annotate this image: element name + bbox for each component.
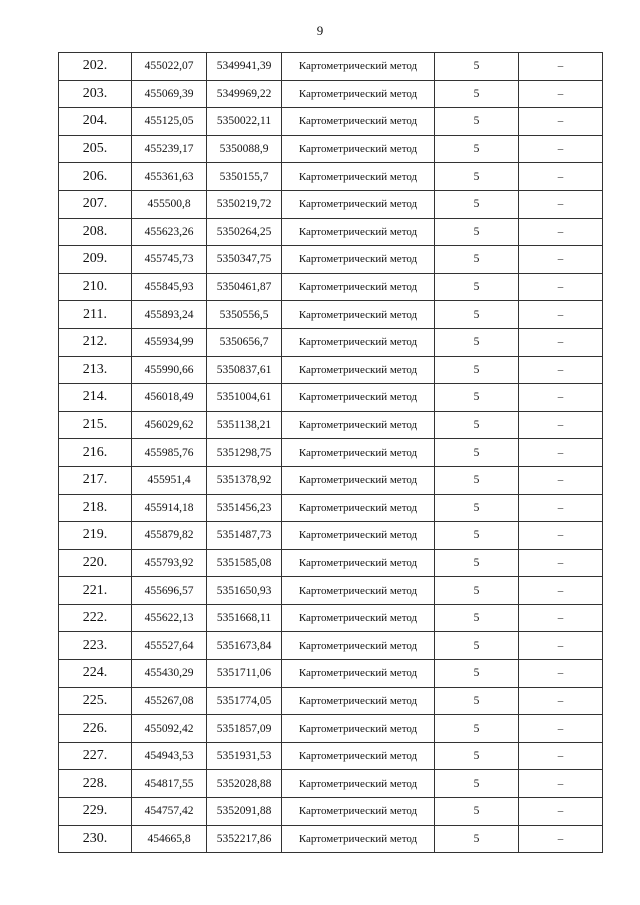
- method-cell: Картометрический метод: [282, 53, 435, 81]
- accuracy-cell: 5: [435, 135, 519, 163]
- method-cell: Картометрический метод: [282, 218, 435, 246]
- method-cell: Картометрический метод: [282, 439, 435, 467]
- table-row: [59, 825, 603, 853]
- x-coordinate-cell: 455745,73: [132, 246, 207, 274]
- method-cell: Картометрический метод: [282, 825, 435, 853]
- table-row: [59, 108, 603, 136]
- y-coordinate-cell: 5350837,61: [207, 356, 282, 384]
- point-number-cell: 226.: [59, 715, 132, 743]
- y-coordinate-cell: 5352028,88: [207, 770, 282, 798]
- y-coordinate-cell: 5350155,7: [207, 163, 282, 191]
- y-coordinate-cell: 5350219,72: [207, 190, 282, 218]
- x-coordinate-cell: 455696,57: [132, 577, 207, 605]
- accuracy-cell: 5: [435, 53, 519, 81]
- x-coordinate-cell: 455623,26: [132, 218, 207, 246]
- table-row: [59, 494, 603, 522]
- table-row: [59, 439, 603, 467]
- point-number-cell: 225.: [59, 687, 132, 715]
- y-coordinate-cell: 5351650,93: [207, 577, 282, 605]
- method-cell: Картометрический метод: [282, 549, 435, 577]
- accuracy-cell: 5: [435, 328, 519, 356]
- note-cell: –: [519, 770, 603, 798]
- y-coordinate-cell: 5350088,9: [207, 135, 282, 163]
- note-cell: –: [519, 687, 603, 715]
- coordinates-table: [58, 52, 603, 853]
- table-row: [59, 80, 603, 108]
- point-number-cell: 203.: [59, 80, 132, 108]
- note-cell: –: [519, 163, 603, 191]
- point-number-cell: 207.: [59, 190, 132, 218]
- note-cell: –: [519, 522, 603, 550]
- y-coordinate-cell: 5351857,09: [207, 715, 282, 743]
- note-cell: –: [519, 439, 603, 467]
- point-number-cell: 222.: [59, 604, 132, 632]
- x-coordinate-cell: 456018,49: [132, 384, 207, 412]
- point-number-cell: 217.: [59, 466, 132, 494]
- y-coordinate-cell: 5351004,61: [207, 384, 282, 412]
- point-number-cell: 212.: [59, 328, 132, 356]
- x-coordinate-cell: 455914,18: [132, 494, 207, 522]
- table-row: [59, 301, 603, 329]
- point-number-cell: 205.: [59, 135, 132, 163]
- accuracy-cell: 5: [435, 770, 519, 798]
- accuracy-cell: 5: [435, 522, 519, 550]
- note-cell: –: [519, 218, 603, 246]
- point-number-cell: 215.: [59, 411, 132, 439]
- x-coordinate-cell: 455092,42: [132, 715, 207, 743]
- accuracy-cell: 5: [435, 742, 519, 770]
- table-row: [59, 328, 603, 356]
- y-coordinate-cell: 5350656,7: [207, 328, 282, 356]
- table-row: [59, 53, 603, 81]
- note-cell: –: [519, 328, 603, 356]
- y-coordinate-cell: 5351711,06: [207, 660, 282, 688]
- point-number-cell: 211.: [59, 301, 132, 329]
- x-coordinate-cell: 455125,05: [132, 108, 207, 136]
- method-cell: Картометрический метод: [282, 632, 435, 660]
- note-cell: –: [519, 135, 603, 163]
- method-cell: Картометрический метод: [282, 356, 435, 384]
- note-cell: –: [519, 466, 603, 494]
- method-cell: Картометрический метод: [282, 273, 435, 301]
- point-number-cell: 209.: [59, 246, 132, 274]
- accuracy-cell: 5: [435, 190, 519, 218]
- y-coordinate-cell: 5351378,92: [207, 466, 282, 494]
- note-cell: –: [519, 660, 603, 688]
- y-coordinate-cell: 5351138,21: [207, 411, 282, 439]
- x-coordinate-cell: 455430,29: [132, 660, 207, 688]
- table-row: [59, 660, 603, 688]
- accuracy-cell: 5: [435, 108, 519, 136]
- accuracy-cell: 5: [435, 356, 519, 384]
- accuracy-cell: 5: [435, 632, 519, 660]
- method-cell: Картометрический метод: [282, 80, 435, 108]
- point-number-cell: 227.: [59, 742, 132, 770]
- method-cell: Картометрический метод: [282, 742, 435, 770]
- page-number: 9: [316, 23, 324, 38]
- table-row: [59, 411, 603, 439]
- x-coordinate-cell: 455845,93: [132, 273, 207, 301]
- accuracy-cell: 5: [435, 301, 519, 329]
- y-coordinate-cell: 5350264,25: [207, 218, 282, 246]
- table-row: [59, 549, 603, 577]
- x-coordinate-cell: 454817,55: [132, 770, 207, 798]
- accuracy-cell: 5: [435, 687, 519, 715]
- y-coordinate-cell: 5351585,08: [207, 549, 282, 577]
- point-number-cell: 210.: [59, 273, 132, 301]
- x-coordinate-cell: 455500,8: [132, 190, 207, 218]
- accuracy-cell: 5: [435, 577, 519, 605]
- x-coordinate-cell: 455069,39: [132, 80, 207, 108]
- method-cell: Картометрический метод: [282, 384, 435, 412]
- note-cell: –: [519, 715, 603, 743]
- table-row: [59, 384, 603, 412]
- table-row: [59, 604, 603, 632]
- note-cell: –: [519, 384, 603, 412]
- table-row: [59, 163, 603, 191]
- accuracy-cell: 5: [435, 798, 519, 826]
- accuracy-cell: 5: [435, 163, 519, 191]
- method-cell: Картометрический метод: [282, 798, 435, 826]
- accuracy-cell: 5: [435, 246, 519, 274]
- y-coordinate-cell: 5351668,11: [207, 604, 282, 632]
- point-number-cell: 223.: [59, 632, 132, 660]
- x-coordinate-cell: 454757,42: [132, 798, 207, 826]
- note-cell: –: [519, 80, 603, 108]
- x-coordinate-cell: 454943,53: [132, 742, 207, 770]
- x-coordinate-cell: 455793,92: [132, 549, 207, 577]
- table-row: [59, 273, 603, 301]
- accuracy-cell: 5: [435, 384, 519, 412]
- note-cell: –: [519, 246, 603, 274]
- method-cell: Картометрический метод: [282, 494, 435, 522]
- x-coordinate-cell: 455951,4: [132, 466, 207, 494]
- y-coordinate-cell: 5351487,73: [207, 522, 282, 550]
- method-cell: Картометрический метод: [282, 770, 435, 798]
- x-coordinate-cell: 456029,62: [132, 411, 207, 439]
- point-number-cell: 229.: [59, 798, 132, 826]
- table-row: [59, 466, 603, 494]
- y-coordinate-cell: 5352091,88: [207, 798, 282, 826]
- method-cell: Картометрический метод: [282, 246, 435, 274]
- note-cell: –: [519, 53, 603, 81]
- point-number-cell: 204.: [59, 108, 132, 136]
- method-cell: Картометрический метод: [282, 687, 435, 715]
- accuracy-cell: 5: [435, 218, 519, 246]
- note-cell: –: [519, 108, 603, 136]
- table-row: [59, 742, 603, 770]
- method-cell: Картометрический метод: [282, 301, 435, 329]
- x-coordinate-cell: 455893,24: [132, 301, 207, 329]
- x-coordinate-cell: 455622,13: [132, 604, 207, 632]
- table-row: [59, 246, 603, 274]
- x-coordinate-cell: 454665,8: [132, 825, 207, 853]
- point-number-cell: 220.: [59, 549, 132, 577]
- method-cell: Картометрический метод: [282, 328, 435, 356]
- table-body: [59, 53, 603, 853]
- point-number-cell: 218.: [59, 494, 132, 522]
- table-row: [59, 135, 603, 163]
- method-cell: Картометрический метод: [282, 604, 435, 632]
- point-number-cell: 221.: [59, 577, 132, 605]
- accuracy-cell: 5: [435, 439, 519, 467]
- point-number-cell: 224.: [59, 660, 132, 688]
- note-cell: –: [519, 825, 603, 853]
- table-row: [59, 715, 603, 743]
- method-cell: Картометрический метод: [282, 660, 435, 688]
- note-cell: –: [519, 632, 603, 660]
- x-coordinate-cell: 455239,17: [132, 135, 207, 163]
- point-number-cell: 202.: [59, 53, 132, 81]
- y-coordinate-cell: 5351298,75: [207, 439, 282, 467]
- note-cell: –: [519, 411, 603, 439]
- note-cell: –: [519, 494, 603, 522]
- method-cell: Картометрический метод: [282, 411, 435, 439]
- x-coordinate-cell: 455934,99: [132, 328, 207, 356]
- point-number-cell: 213.: [59, 356, 132, 384]
- y-coordinate-cell: 5352217,86: [207, 825, 282, 853]
- method-cell: Картометрический метод: [282, 466, 435, 494]
- accuracy-cell: 5: [435, 549, 519, 577]
- x-coordinate-cell: 455879,82: [132, 522, 207, 550]
- note-cell: –: [519, 356, 603, 384]
- point-number-cell: 208.: [59, 218, 132, 246]
- y-coordinate-cell: 5350461,87: [207, 273, 282, 301]
- table-row: [59, 218, 603, 246]
- point-number-cell: 219.: [59, 522, 132, 550]
- note-cell: –: [519, 604, 603, 632]
- method-cell: Картометрический метод: [282, 135, 435, 163]
- accuracy-cell: 5: [435, 715, 519, 743]
- note-cell: –: [519, 577, 603, 605]
- y-coordinate-cell: 5350347,75: [207, 246, 282, 274]
- accuracy-cell: 5: [435, 825, 519, 853]
- x-coordinate-cell: 455361,63: [132, 163, 207, 191]
- note-cell: –: [519, 301, 603, 329]
- y-coordinate-cell: 5351673,84: [207, 632, 282, 660]
- method-cell: Картометрический метод: [282, 190, 435, 218]
- accuracy-cell: 5: [435, 411, 519, 439]
- accuracy-cell: 5: [435, 604, 519, 632]
- method-cell: Картометрический метод: [282, 163, 435, 191]
- accuracy-cell: 5: [435, 466, 519, 494]
- accuracy-cell: 5: [435, 660, 519, 688]
- y-coordinate-cell: 5350022,11: [207, 108, 282, 136]
- method-cell: Картометрический метод: [282, 715, 435, 743]
- accuracy-cell: 5: [435, 80, 519, 108]
- note-cell: –: [519, 190, 603, 218]
- method-cell: Картометрический метод: [282, 108, 435, 136]
- point-number-cell: 230.: [59, 825, 132, 853]
- y-coordinate-cell: 5350556,5: [207, 301, 282, 329]
- table-row: [59, 522, 603, 550]
- accuracy-cell: 5: [435, 494, 519, 522]
- y-coordinate-cell: 5351456,23: [207, 494, 282, 522]
- table-row: [59, 190, 603, 218]
- x-coordinate-cell: 455985,76: [132, 439, 207, 467]
- table-row: [59, 687, 603, 715]
- table-row: [59, 632, 603, 660]
- y-coordinate-cell: 5351931,53: [207, 742, 282, 770]
- x-coordinate-cell: 455990,66: [132, 356, 207, 384]
- y-coordinate-cell: 5351774,05: [207, 687, 282, 715]
- point-number-cell: 216.: [59, 439, 132, 467]
- y-coordinate-cell: 5349941,39: [207, 53, 282, 81]
- accuracy-cell: 5: [435, 273, 519, 301]
- table-row: [59, 798, 603, 826]
- table-row: [59, 770, 603, 798]
- point-number-cell: 214.: [59, 384, 132, 412]
- note-cell: –: [519, 549, 603, 577]
- table-row: [59, 577, 603, 605]
- x-coordinate-cell: 455267,08: [132, 687, 207, 715]
- note-cell: –: [519, 742, 603, 770]
- method-cell: Картометрический метод: [282, 522, 435, 550]
- table-row: [59, 356, 603, 384]
- x-coordinate-cell: 455527,64: [132, 632, 207, 660]
- x-coordinate-cell: 455022,07: [132, 53, 207, 81]
- point-number-cell: 228.: [59, 770, 132, 798]
- y-coordinate-cell: 5349969,22: [207, 80, 282, 108]
- point-number-cell: 206.: [59, 163, 132, 191]
- method-cell: Картометрический метод: [282, 577, 435, 605]
- note-cell: –: [519, 798, 603, 826]
- note-cell: –: [519, 273, 603, 301]
